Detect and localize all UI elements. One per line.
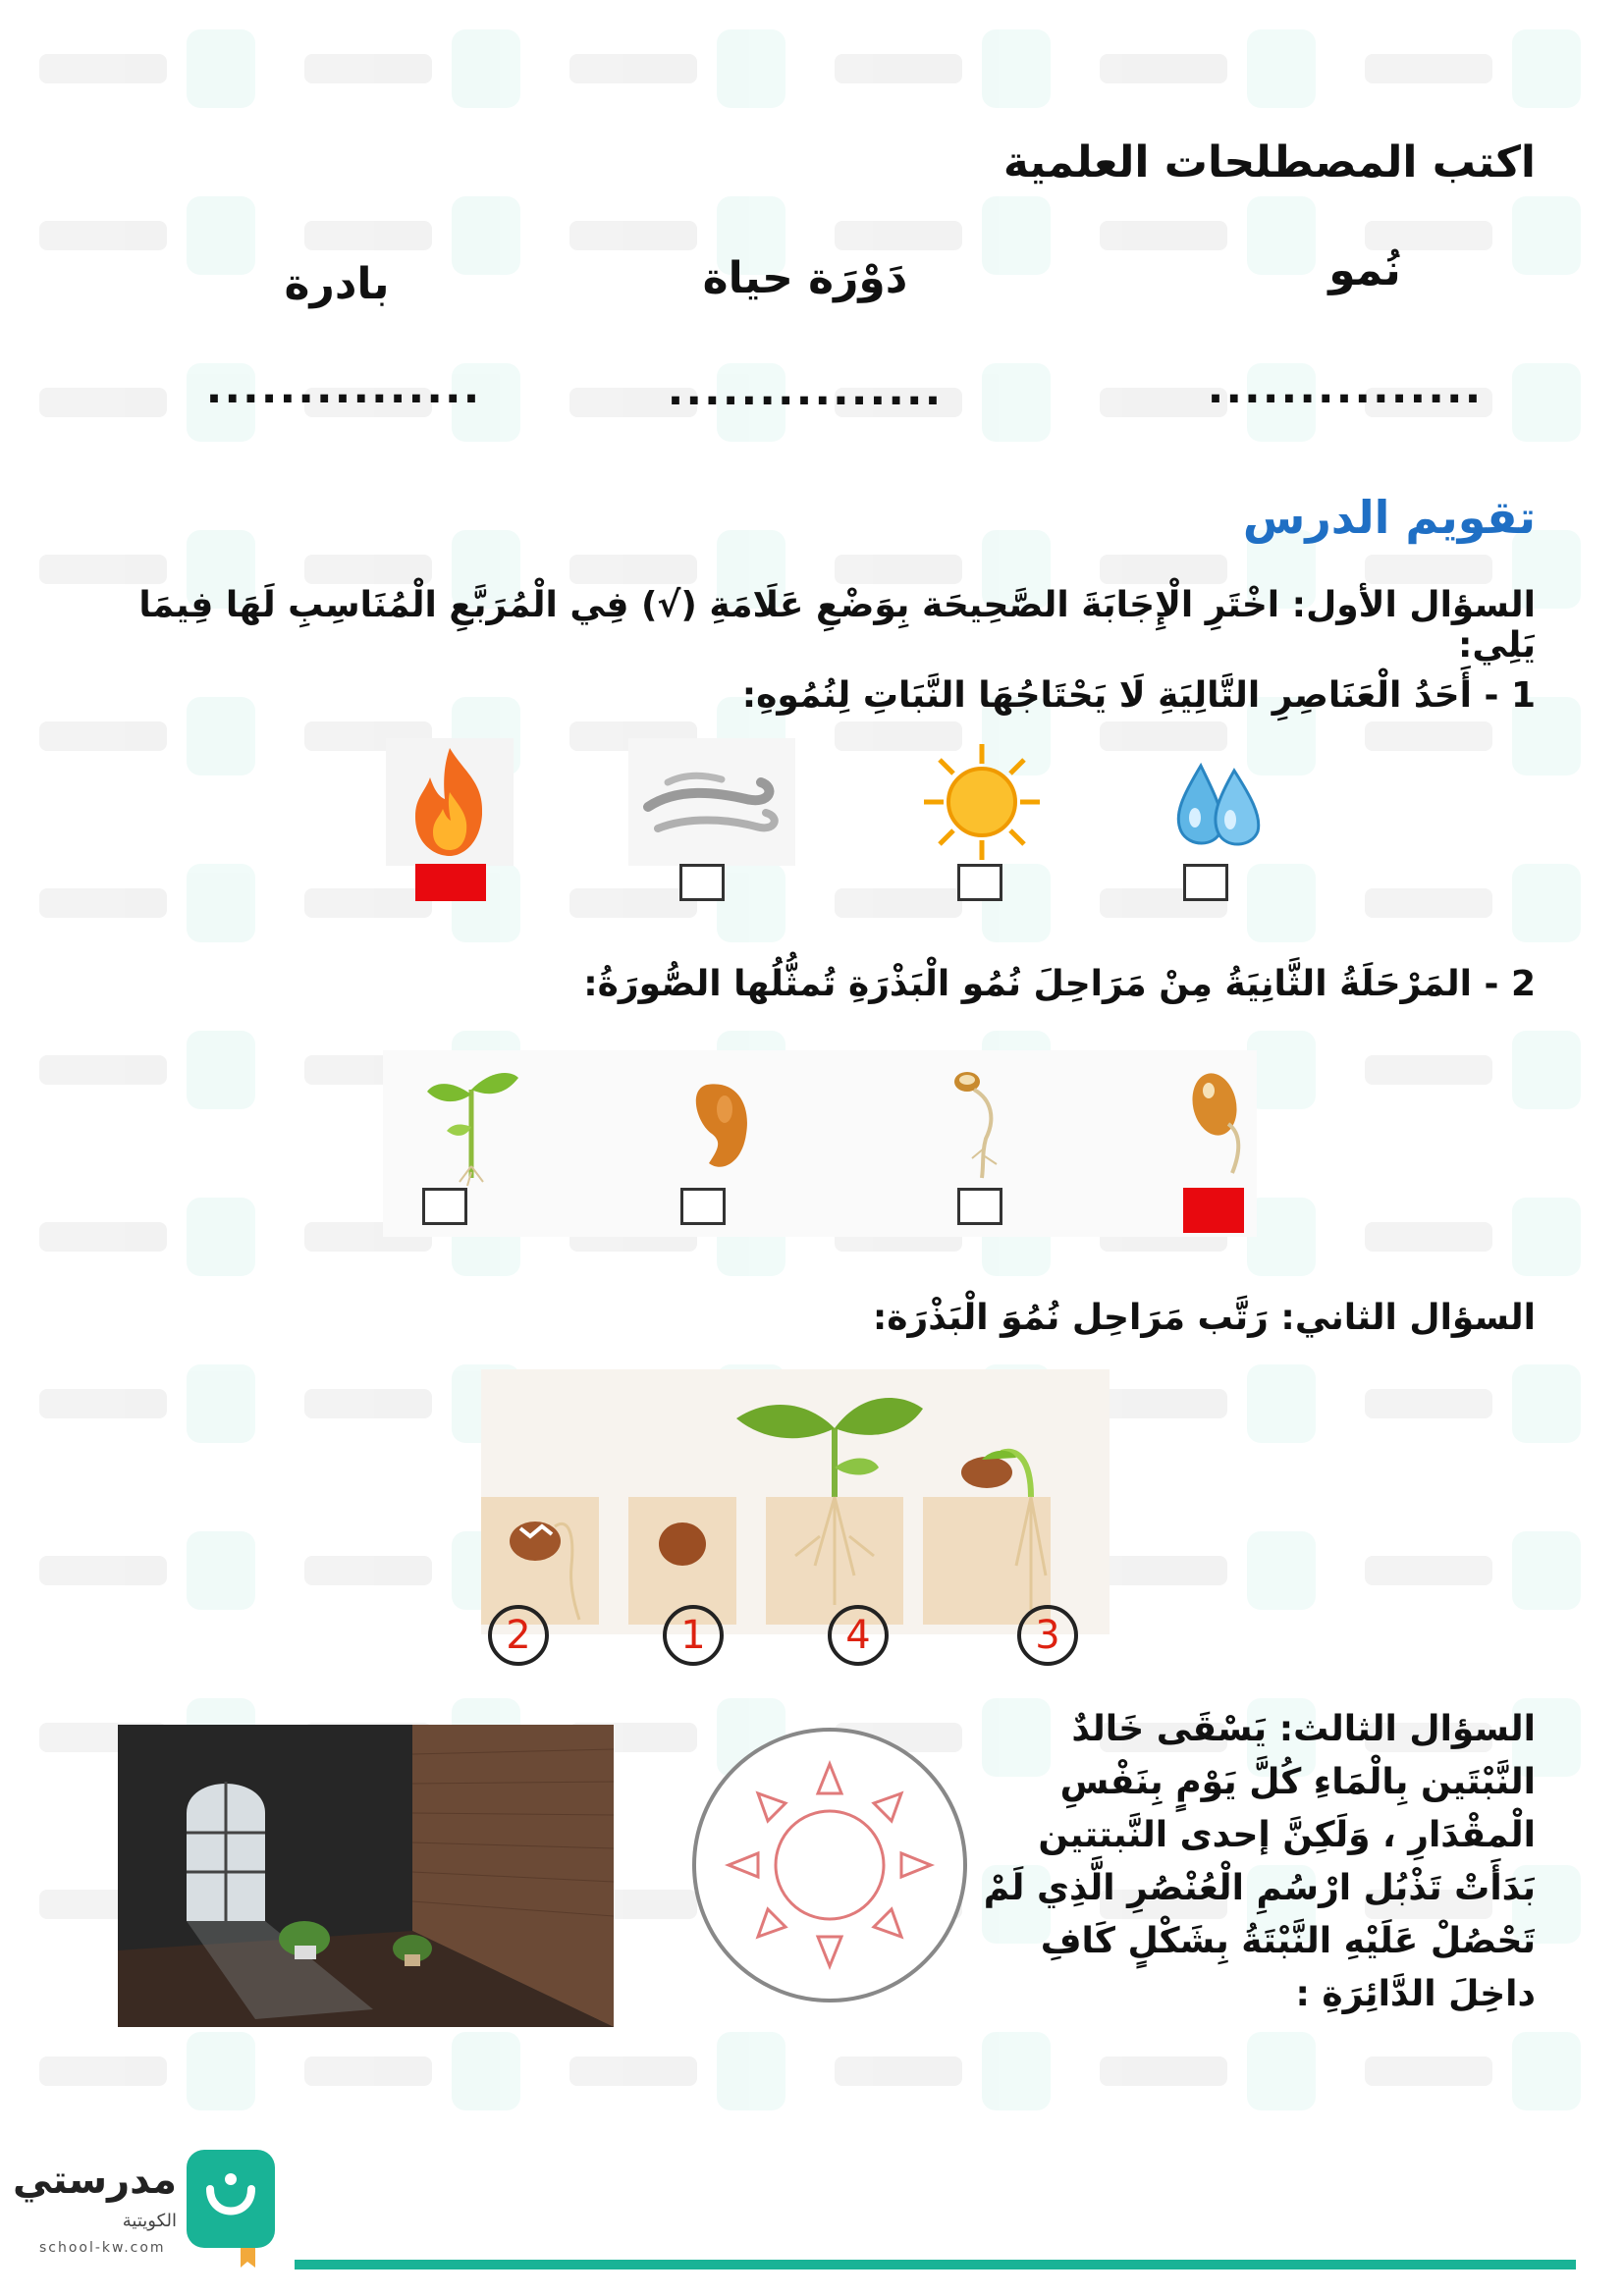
stage-number-circle: 4 (828, 1605, 889, 1666)
logo-text: مدرستي (12, 2158, 177, 2203)
sun-outline-icon (687, 1723, 972, 2007)
q2-prompt: السؤال الثاني: رَتَّب مَرَاحِل نُمُوَ الْبَذْرَة: (872, 1298, 1536, 1338)
stage-number-circle: 1 (663, 1605, 724, 1666)
q3-line: تَحْصُلْ عَلَيْهِ النَّبْتَةُ بِشَكْلٍ كَافِ (1040, 1921, 1536, 1961)
logo-url: school-kw.com (39, 2240, 166, 2256)
blank-growth[interactable]: ............... (1207, 363, 1484, 413)
logo-badge-icon (187, 2150, 275, 2248)
q3-line: بَدَأَتْ تَذْبُل ارْسُمِ الْعُنْصُرِ الَّذِي لَمْ (983, 1868, 1536, 1908)
q1-item2-option-1-checkbox[interactable] (1183, 1188, 1244, 1233)
q3-line: السؤال الثالث: يَسْقَى خَالدٌ (1071, 1709, 1536, 1749)
term-seedling: بادرة (284, 259, 390, 309)
q1-item2-option-3-checkbox[interactable] (680, 1188, 726, 1225)
q3-line: النَّبْتَين بِالْمَاءِ كُلَّ يَوْمٍ بِنَفْسِ (1059, 1762, 1536, 1802)
q1-item2-option-2-checkbox[interactable] (957, 1188, 1002, 1225)
dark-room-with-two-plants-icon (118, 1725, 614, 2027)
lesson-eval-title: تقويم الدرس (1242, 491, 1536, 544)
q1-item1-option-sun-checkbox[interactable] (957, 864, 1002, 901)
q1-item1-option-water-checkbox[interactable] (1183, 864, 1228, 901)
seedling-icon (412, 1050, 530, 1178)
blank-life-cycle[interactable]: ............... (667, 365, 944, 415)
wind-icon (628, 738, 795, 866)
blank-seedling[interactable]: ............... (205, 363, 482, 413)
term-growth: نُمو (1328, 245, 1401, 295)
sun-icon (918, 738, 1046, 866)
q1-item2: 2 - المَرْحَلَةُ الثَّانِيَةُ مِنْ مَرَاحِلَ نُمُو الْبَذْرَةِ تُمثُّلُها الصُّورَةُ: (583, 964, 1536, 1004)
q3-line: داخِلَ الدَّائِرَةِ : (1295, 1974, 1536, 2014)
q2-stages-image (481, 1369, 1110, 1634)
q3-text (907, 1703, 1536, 2021)
section-title: اكتب المصطلحات العلمية (1002, 137, 1536, 187)
term-life-cycle: دَوْرَة حياة (702, 253, 908, 303)
seed-in-soil-icon (659, 1522, 706, 1566)
footer-divider (295, 2260, 1576, 2269)
bean-seed-icon (668, 1065, 795, 1193)
bean-seed-sprouting-icon (1164, 1055, 1291, 1183)
q1-prompt: السؤال الأول: اخْتَرِ الْإِجَابَةَ الصَّحِيحَة بِوَضْعِ عَلَامَةِ (√) فِي الْمُرَبَّعِ الْمُنَاسِبِ لَهَا فِيمَا يَلِي: (138, 585, 1536, 666)
school-logo (12, 2150, 285, 2287)
q1-item2-option-4-checkbox[interactable] (422, 1188, 467, 1225)
q3-line: الْمقْدَارِ ، وَلَكِنَّ إحدى النَّبتتين (1038, 1815, 1536, 1855)
logo-subtext: الكويتية (122, 2211, 177, 2231)
bean-root-icon (923, 1060, 1051, 1188)
q1-item1-option-wind-checkbox[interactable] (679, 864, 725, 901)
fire-icon (386, 738, 514, 866)
q1-item1-option-fire-checkbox[interactable] (415, 864, 486, 901)
water-drops-icon (1154, 741, 1281, 869)
stage-number-circle: 2 (488, 1605, 549, 1666)
stage-number-circle: 3 (1017, 1605, 1078, 1666)
answer-drawing-circle[interactable] (687, 1723, 972, 2007)
q1-item1: 1 - أَحَدُ الْعَنَاصِرِ التَّالِيَةِ لَا يَحْتَاجُهَا النَّبَاتِ لِنُمُوهِ: (741, 675, 1536, 716)
